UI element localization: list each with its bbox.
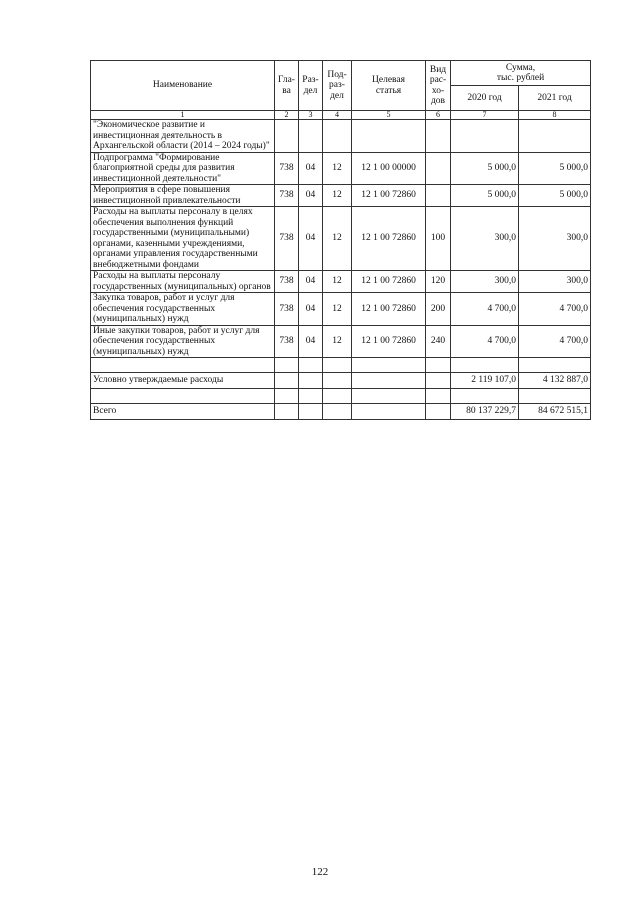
row-vid: 200 [426, 293, 451, 326]
row-2020: 300,0 [451, 271, 519, 293]
header-razdel: Раз- дел [299, 61, 323, 111]
row-2020: 5 000,0 [451, 152, 519, 185]
row-2021: 5 000,0 [519, 152, 591, 185]
row-2020: 5 000,0 [451, 185, 519, 207]
row-glava: 738 [275, 185, 299, 207]
header-name: Наименование [91, 61, 275, 111]
row-glava: 738 [275, 293, 299, 326]
row-2021: 300,0 [519, 271, 591, 293]
row-2020: 4 700,0 [451, 293, 519, 326]
row-vid: 240 [426, 325, 451, 358]
row-target: 12 1 00 72860 [352, 325, 426, 358]
conditional-label: Условно утверждаемые расходы [91, 373, 275, 389]
row-podrazdel: 12 [323, 293, 352, 326]
conditional-2020: 2 119 107,0 [451, 373, 519, 389]
empty-row [91, 389, 591, 404]
row-name: "Экономическое развитие и инвестиционная деятельность в Архангельской области (2014 – 2024 годы)" [91, 120, 275, 153]
row-2020: 4 700,0 [451, 325, 519, 358]
row-2021: 4 700,0 [519, 325, 591, 358]
row-name: Закупка товаров, работ и услуг для обеспечения государственных (муниципальных) нужд [91, 293, 275, 326]
row-vid: 120 [426, 271, 451, 293]
row-glava: 738 [275, 271, 299, 293]
row-vid [426, 185, 451, 207]
table-row [91, 185, 591, 207]
budget-table [90, 60, 591, 420]
header-glava: Гла- ва [275, 61, 299, 111]
row-glava [275, 120, 299, 153]
header-target: Целевая статья [352, 61, 426, 111]
row-razdel: 04 [299, 293, 323, 326]
index-row [91, 111, 591, 120]
row-podrazdel: 12 [323, 271, 352, 293]
row-target: 12 1 00 72860 [352, 207, 426, 271]
table-row [91, 120, 591, 153]
index-cell: 2 [275, 111, 299, 120]
index-cell: 1 [91, 111, 275, 120]
row-name: Расходы на выплаты персоналу в целях обеспечения выполнения функций государственными (муниципальными) органами, казенными учреждениями, органами управления государственными внебюджетными фондами [91, 207, 275, 271]
header-year-2020: 2020 год [451, 86, 519, 111]
row-name: Расходы на выплаты персоналу государственных (муниципальных) органов [91, 271, 275, 293]
conditional-row [91, 373, 591, 389]
index-cell: 3 [299, 111, 323, 120]
row-vid [426, 152, 451, 185]
row-target: 12 1 00 72860 [352, 185, 426, 207]
row-glava: 738 [275, 325, 299, 358]
row-2021 [519, 120, 591, 153]
row-glava: 738 [275, 152, 299, 185]
row-name: Подпрограмма "Формирование благоприятной среды для развития инвестиционной деятельности" [91, 152, 275, 185]
conditional-2021: 4 132 887,0 [519, 373, 591, 389]
header-vid: Вид рас- хо- дов [426, 61, 451, 111]
row-razdel: 04 [299, 185, 323, 207]
index-cell: 8 [519, 111, 591, 120]
row-target [352, 120, 426, 153]
index-cell: 6 [426, 111, 451, 120]
row-2020: 300,0 [451, 207, 519, 271]
index-cell: 5 [352, 111, 426, 120]
row-glava: 738 [275, 207, 299, 271]
row-podrazdel: 12 [323, 152, 352, 185]
row-target: 12 1 00 72860 [352, 271, 426, 293]
row-razdel [299, 120, 323, 153]
row-razdel: 04 [299, 325, 323, 358]
row-vid [426, 120, 451, 153]
total-row [91, 404, 591, 420]
page-number: 122 [311, 866, 329, 878]
row-podrazdel: 12 [323, 207, 352, 271]
row-razdel: 04 [299, 152, 323, 185]
row-podrazdel: 12 [323, 185, 352, 207]
row-2020 [451, 120, 519, 153]
row-target: 12 1 00 00000 [352, 152, 426, 185]
empty-row [91, 358, 591, 373]
table-row [91, 325, 591, 358]
table-row [91, 152, 591, 185]
row-name: Мероприятия в сфере повышения инвестиционной привлекательности [91, 185, 275, 207]
row-2021: 5 000,0 [519, 185, 591, 207]
header-sum: Сумма, тыс. рублей [451, 61, 591, 86]
total-label: Всего [91, 404, 275, 420]
row-razdel: 04 [299, 271, 323, 293]
header-year-2021: 2021 год [519, 86, 591, 111]
index-cell: 4 [323, 111, 352, 120]
row-podrazdel: 12 [323, 325, 352, 358]
row-target: 12 1 00 72860 [352, 293, 426, 326]
row-vid: 100 [426, 207, 451, 271]
table-row [91, 207, 591, 271]
row-name: Иные закупки товаров, работ и услуг для обеспечения государственных (муниципальных) нужд [91, 325, 275, 358]
total-2021: 84 672 515,1 [519, 404, 591, 420]
table-row [91, 293, 591, 326]
total-2020: 80 137 229,7 [451, 404, 519, 420]
row-2021: 4 700,0 [519, 293, 591, 326]
table-row [91, 271, 591, 293]
row-razdel: 04 [299, 207, 323, 271]
index-cell: 7 [451, 111, 519, 120]
header-podrazdel: Под- раз- дел [323, 61, 352, 111]
row-podrazdel [323, 120, 352, 153]
row-2021: 300,0 [519, 207, 591, 271]
